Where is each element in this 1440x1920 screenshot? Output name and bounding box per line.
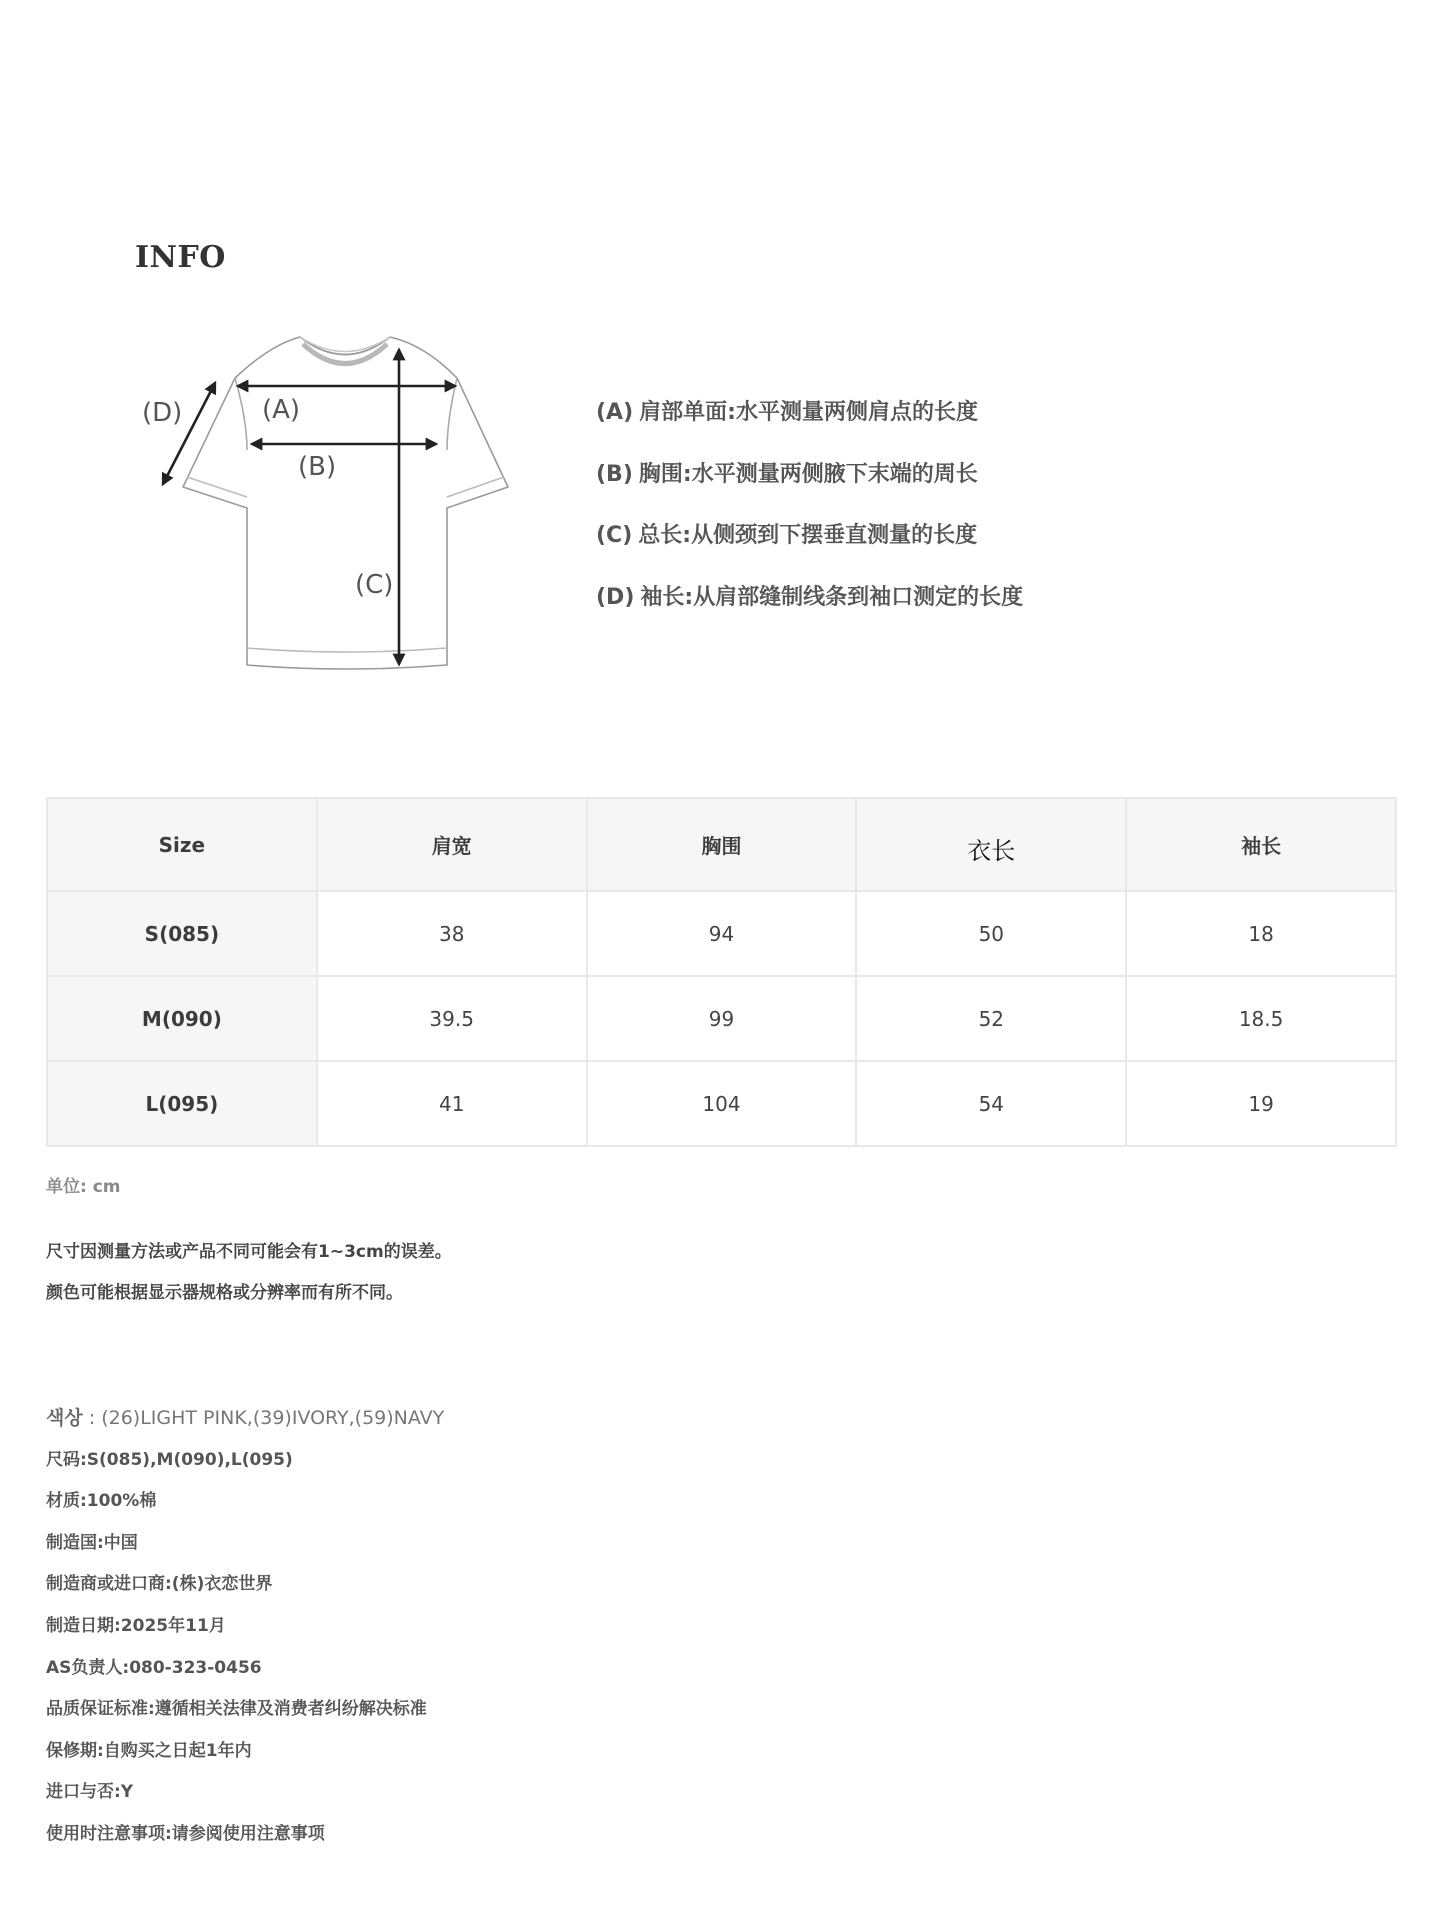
page-title: INFO bbox=[135, 240, 226, 275]
legend-item-a: (A) 肩部单面:水平测量两侧肩点的长度 bbox=[596, 400, 978, 425]
header-sleeve: 袖长 bbox=[1126, 798, 1396, 891]
size-cell: S(085) bbox=[47, 891, 317, 976]
spec-colors-value: : (26)LIGHT PINK,(39)IVORY,(59)NAVY bbox=[82, 1407, 445, 1429]
length-cell: 54 bbox=[856, 1061, 1126, 1146]
label-d: (D) bbox=[142, 398, 183, 428]
product-specs bbox=[46, 1404, 444, 1862]
length-cell: 50 bbox=[856, 891, 1126, 976]
header-length: 衣长 bbox=[856, 798, 1126, 891]
spec-imported: 进口与否:Y bbox=[46, 1782, 134, 1803]
notes bbox=[46, 1238, 452, 1320]
spec-material: 材质:100%棉 bbox=[46, 1491, 157, 1512]
spec-sizes: 尺码:S(085),M(090),L(095) bbox=[46, 1449, 293, 1470]
spec-warranty: 保修期:自购买之日起1年内 bbox=[46, 1740, 252, 1761]
chest-cell: 99 bbox=[587, 976, 857, 1061]
header-size: Size bbox=[47, 798, 317, 891]
note-measurement-error: 尺寸因测量方法或产品不同可能会有1~3cm的误差。 bbox=[46, 1242, 452, 1262]
unit-label: 单位: cm bbox=[46, 1177, 121, 1197]
spec-manufacture-date: 制造日期:2025年11月 bbox=[46, 1615, 226, 1636]
table-row bbox=[47, 891, 1396, 976]
header-chest: 胸围 bbox=[587, 798, 857, 891]
size-cell: M(090) bbox=[47, 976, 317, 1061]
spec-colors bbox=[46, 1404, 444, 1446]
table-header-row bbox=[47, 798, 1396, 891]
chest-cell: 104 bbox=[587, 1061, 857, 1146]
note-color-difference: 颜色可能根据显示器规格或分辨率而有所不同。 bbox=[46, 1283, 403, 1303]
shoulder-cell: 41 bbox=[317, 1061, 587, 1146]
label-b: (B) bbox=[298, 452, 337, 482]
size-cell: L(095) bbox=[47, 1061, 317, 1146]
legend-item-d: (D) 袖长:从肩部缝制线条到袖口测定的长度 bbox=[596, 584, 1024, 610]
chest-cell: 94 bbox=[587, 891, 857, 976]
header-shoulder: 肩宽 bbox=[317, 798, 587, 891]
sleeve-cell: 18 bbox=[1126, 891, 1396, 976]
size-table bbox=[46, 797, 1397, 1147]
spec-as-contact: AS负责人:080-323-0456 bbox=[46, 1657, 262, 1678]
sleeve-cell: 19 bbox=[1126, 1061, 1396, 1146]
label-a: (A) bbox=[262, 395, 301, 425]
sleeve-cell: 18.5 bbox=[1126, 976, 1396, 1061]
length-cell: 52 bbox=[856, 976, 1126, 1061]
legend-item-b: (B) 胸围:水平测量两侧腋下末端的周长 bbox=[596, 461, 978, 487]
spec-quality-standard: 品质保证标准:遵循相关法律及消费者纠纷解决标准 bbox=[46, 1699, 427, 1720]
label-c: (C) bbox=[355, 570, 394, 600]
measurement-legend bbox=[596, 398, 1023, 644]
spec-usage-notes: 使用时注意事项:请参阅使用注意事项 bbox=[46, 1823, 325, 1844]
spec-colors-label: 색상 bbox=[46, 1407, 83, 1429]
shoulder-cell: 39.5 bbox=[317, 976, 587, 1061]
spec-manufacturer: 制造商或进口商:(株)衣恋世界 bbox=[46, 1574, 273, 1595]
shoulder-cell: 38 bbox=[317, 891, 587, 976]
tshirt-measurement-diagram bbox=[130, 320, 530, 690]
spec-country: 制造国:中国 bbox=[46, 1532, 138, 1553]
table-row bbox=[47, 1061, 1396, 1146]
table-row bbox=[47, 976, 1396, 1061]
legend-item-c: (C) 总长:从侧颈到下摆垂直测量的长度 bbox=[596, 523, 978, 548]
